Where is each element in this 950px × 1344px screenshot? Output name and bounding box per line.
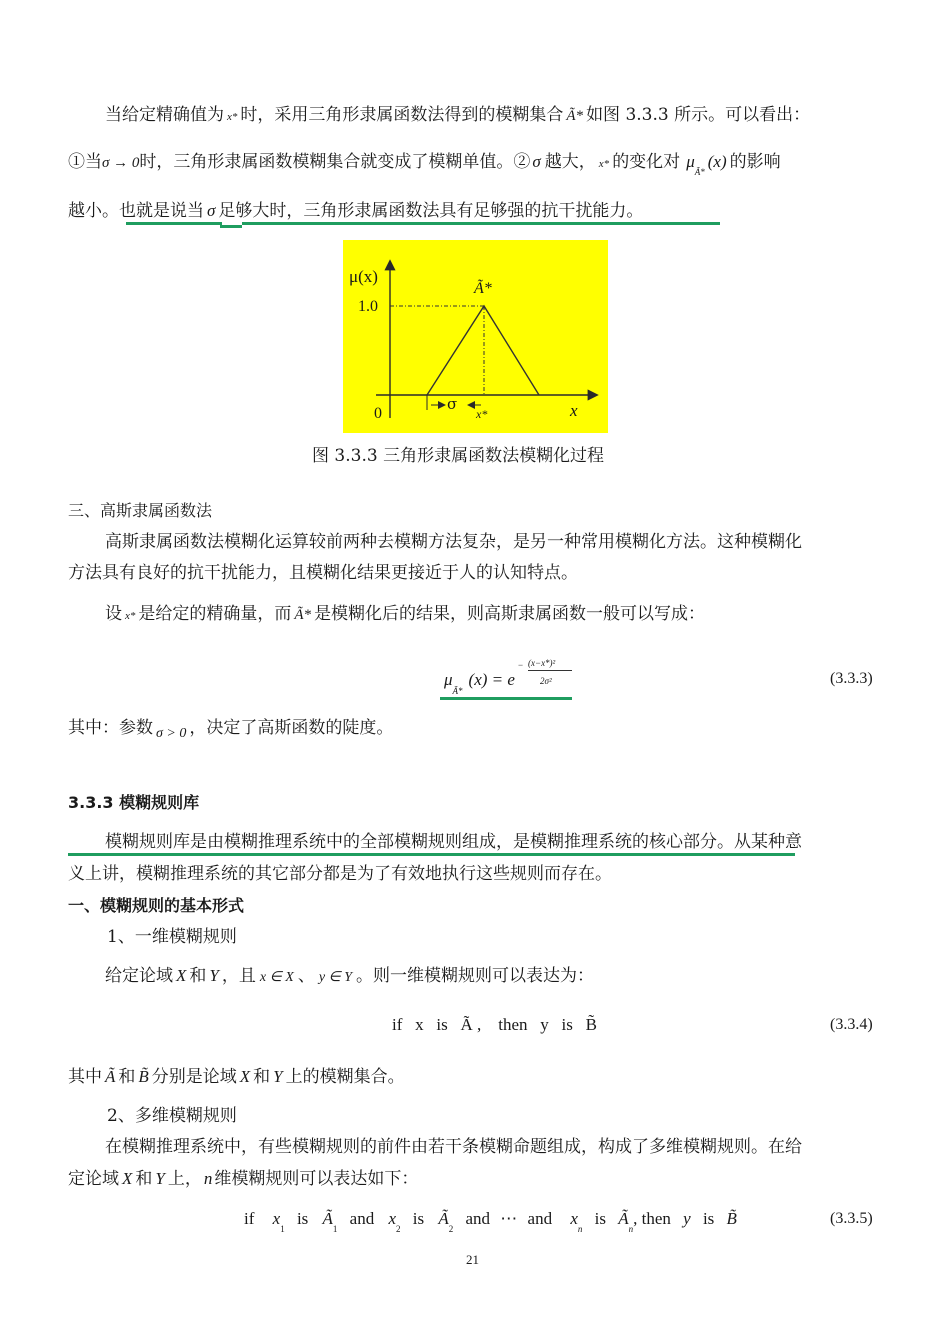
figure-svg <box>343 240 608 433</box>
figure-caption: 图 3.3.3 三角形隶属函数法模糊化过程 <box>312 446 605 466</box>
text: 给定论域 <box>105 966 173 986</box>
math-mu: μ <box>686 152 695 171</box>
math-sigma: σ <box>207 201 216 220</box>
text: 其中 <box>68 1067 102 1087</box>
kw-then: , then <box>633 1209 671 1228</box>
text: 定论域 <box>68 1169 119 1189</box>
subsection-heading: 一、模糊规则的基本形式 <box>68 896 245 915</box>
green-underline <box>126 222 222 225</box>
math-xstar: x* <box>598 158 610 170</box>
kw-is: is <box>296 1209 309 1228</box>
math-x2: x <box>388 1209 397 1228</box>
section3-para1-line2: 方法具有良好的抗干扰能力，且模糊化结果更接近于人的认知特点。 <box>68 563 578 583</box>
math-An: Ã <box>618 1209 629 1228</box>
math-x-in-X: x ∈ X <box>259 970 294 985</box>
section333-para4-line2 <box>68 1168 418 1190</box>
text: 越大， <box>544 152 596 172</box>
section333-para1-line1 <box>105 831 802 853</box>
sigma-note <box>68 717 393 741</box>
section333-para2 <box>105 965 594 989</box>
text: 和 <box>118 1067 136 1087</box>
math-X: X <box>239 1067 251 1086</box>
text: 当给定精确值为 <box>105 105 224 125</box>
green-underline <box>440 697 572 700</box>
text: 时，三角形隶属函数模糊集合就变成了模糊单值。② <box>139 152 531 172</box>
math-A: Ã <box>105 1067 116 1086</box>
text: 越小。 <box>68 201 119 221</box>
green-underline <box>220 225 242 228</box>
x-axis-label: x <box>570 401 578 420</box>
kw-and: and <box>349 1209 375 1228</box>
sub: 2 <box>448 1224 454 1234</box>
sub: n <box>577 1224 583 1234</box>
math-Y: Y <box>273 1067 283 1086</box>
math-B: B̃ <box>726 1209 737 1228</box>
text: 上的模糊集合。 <box>285 1067 405 1087</box>
math-X: X <box>122 1169 133 1188</box>
text: 的影响 <box>729 152 781 172</box>
kw-if: if <box>244 1209 255 1228</box>
math-xstar: x* <box>125 610 136 622</box>
highlight-text: 模糊规则库是由模糊推理系统中的全部模糊规则组成，是模糊推理系统的核心部分 <box>105 832 717 852</box>
math-mu: μ <box>444 670 453 689</box>
text: 。从某种意 <box>717 832 802 852</box>
origin-label: 0 <box>374 405 382 422</box>
para1-line3 <box>68 200 643 222</box>
math-Y: Y <box>209 966 219 985</box>
text: 、 <box>297 966 315 986</box>
text: 设 <box>105 604 122 624</box>
section3-para1-line1: 高斯隶属函数法模糊化运算较前两种去模糊方法复杂，是另一种常用模糊化方法。这种模糊化 <box>105 532 802 552</box>
math-B: B̃ <box>138 1067 149 1086</box>
highlight-text: 足够大时，三角形隶属函数法具有足够强的抗干扰能力。 <box>218 201 644 221</box>
text: ，决定了高斯函数的陡度。 <box>189 718 394 738</box>
item-1: 1、一维模糊规则 <box>107 927 237 947</box>
section-heading: 三、高斯隶属函数法 <box>68 501 213 520</box>
section3-para2 <box>105 603 705 627</box>
xstar-label: x* <box>476 407 488 421</box>
math-Y: Y <box>155 1169 165 1188</box>
math-sigma-to-0: σ → 0 <box>102 155 140 171</box>
math-A1: Ã <box>322 1209 333 1228</box>
sub: 1 <box>280 1224 285 1234</box>
page-number: 21 <box>466 1252 479 1267</box>
kw-and: and <box>527 1209 553 1228</box>
green-underline <box>68 853 795 856</box>
math-xn: x <box>570 1209 578 1228</box>
text: 是模糊化后的结果，则高斯隶属函数一般可以写成： <box>314 604 706 624</box>
green-underline <box>242 222 720 225</box>
equation-number: (3.3.4) <box>830 1016 873 1033</box>
equation-number: (3.3.5) <box>830 1210 873 1227</box>
text: 和 <box>189 966 207 986</box>
text: 和 <box>253 1067 271 1087</box>
item-2: 2、多维模糊规则 <box>107 1106 237 1126</box>
y-axis-label: μ(x) <box>349 267 378 286</box>
text: 维模糊规则可以表达如下： <box>214 1169 419 1189</box>
highlight-text: 也就是说当 <box>119 201 204 221</box>
text: 的变化对 <box>612 152 681 172</box>
triangle-membership-figure <box>343 240 608 433</box>
text: 如图 3.3.3 所示。可以看出： <box>586 105 811 125</box>
section333-para4-line1: 在模糊推理系统中，有些模糊规则的前件由若干条模糊命题组成，构成了多维模糊规则。在给 <box>105 1137 802 1157</box>
para1-line1 <box>105 104 810 128</box>
sub: 1 <box>332 1224 338 1234</box>
math-mu-arg: (x) <box>707 152 727 171</box>
text: 时，采用三角形隶属函数法得到的模糊集合 <box>240 105 564 125</box>
text: 和 <box>135 1169 153 1189</box>
section333-para3 <box>68 1066 405 1088</box>
math-Astar: Ã* <box>294 607 312 623</box>
sigma-label: σ <box>447 395 458 413</box>
math-mu-sub: Ã* <box>694 167 705 177</box>
rule-1d: if x is Ã , then y is B̃ <box>392 1015 597 1034</box>
kw-and: and <box>465 1209 491 1228</box>
math-xstar: x* <box>227 111 238 123</box>
math-mu-sub: Ã* <box>452 686 463 696</box>
y-tick-1: 1.0 <box>358 298 378 315</box>
triangle-membership-line <box>427 306 539 395</box>
math-y-in-Y: y ∈ Y <box>318 970 353 985</box>
math-n: n <box>203 1169 213 1188</box>
exponent-denominator: 2σ² <box>540 676 552 686</box>
dots: ⋯ <box>500 1209 518 1228</box>
math-A2: Ã <box>438 1209 449 1228</box>
exponent-numerator: (x−x*)² <box>528 658 556 668</box>
math-lhs: (x) = e <box>468 670 515 689</box>
math-y: y <box>683 1209 691 1228</box>
rule-nd <box>244 1209 737 1234</box>
math-sigma-gt-0: σ > 0 <box>156 726 187 741</box>
text: 。则一维模糊规则可以表达为： <box>356 966 595 986</box>
section333-para1-line2: 义上讲，模糊推理系统的其它部分都是为了有效地执行这些规则而存在。 <box>68 864 612 884</box>
gaussian-equation <box>444 670 515 696</box>
text: 上， <box>167 1169 202 1189</box>
kw-is: is <box>702 1209 715 1228</box>
math-Astar: Ã* <box>566 108 584 124</box>
math-x1: x <box>272 1209 281 1228</box>
text: 分别是论域 <box>151 1067 237 1087</box>
equation-number: (3.3.3) <box>830 670 873 687</box>
math-X: X <box>176 966 187 985</box>
kw-is: is <box>594 1209 606 1228</box>
sub: n <box>628 1224 634 1234</box>
section-333-heading: 3.3.3 模糊规则库 <box>68 793 200 812</box>
text: ①当 <box>68 152 102 172</box>
text: ，且 <box>221 966 256 986</box>
math-sigma: σ <box>532 152 541 171</box>
text: 其中：参数 <box>68 718 153 738</box>
text: 是给定的精确量，而 <box>138 604 292 624</box>
peak-label: Ã* <box>474 280 492 297</box>
kw-is: is <box>412 1209 425 1228</box>
para1-line2 <box>68 151 781 175</box>
sub: 2 <box>396 1224 401 1234</box>
